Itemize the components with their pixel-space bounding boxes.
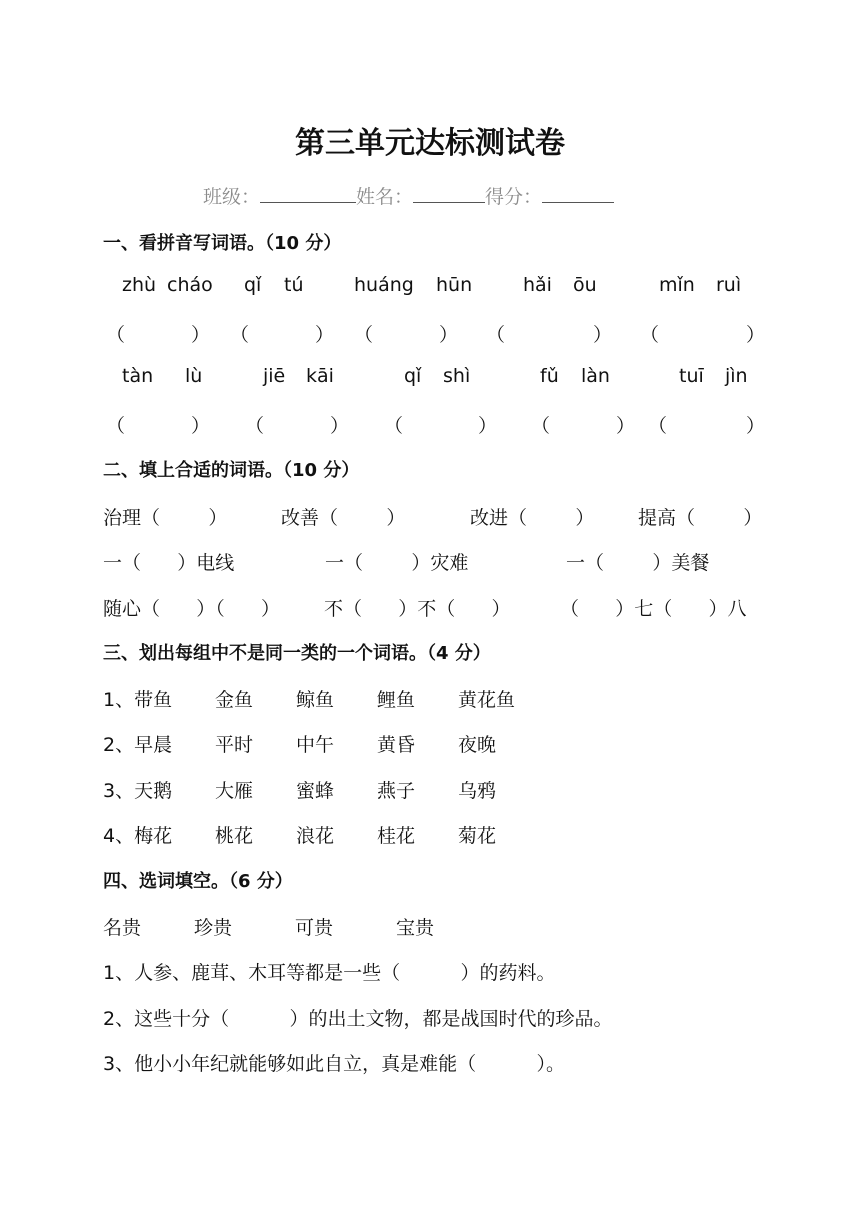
open-paren: （	[245, 415, 265, 437]
word[interactable]: 3、天鹅	[103, 780, 173, 802]
word[interactable]: 大雁	[215, 780, 254, 802]
word[interactable]: 鲤鱼	[377, 689, 416, 711]
close-paren: ）	[191, 415, 211, 437]
pinyin: mǐn	[659, 274, 695, 296]
question-3: 3、他小小年纪就能够如此自立，真是难能（ ）。	[103, 1053, 565, 1075]
option-word: 宝贵	[396, 917, 435, 939]
word[interactable]: 菊花	[458, 825, 497, 847]
pinyin: ōu	[573, 274, 597, 296]
open-paren: （	[230, 324, 250, 346]
score-label: 得分：	[485, 186, 543, 208]
fill-item: 一（ ）电线	[103, 552, 235, 574]
option-word: 可贵	[295, 917, 334, 939]
option-word: 名贵	[103, 917, 142, 939]
open-paren: （	[648, 415, 668, 437]
pinyin: cháo	[167, 274, 213, 296]
pinyin: hǎi	[523, 274, 552, 296]
pinyin: làn	[581, 365, 610, 387]
fill-item: 提高（ ）	[638, 507, 763, 529]
open-paren: （	[531, 415, 551, 437]
pinyin: lù	[185, 365, 203, 387]
fill-item: 治理（ ）	[103, 507, 228, 529]
section-3-heading: 三、划出每组中不是同一类的一个词语。（4 分）	[103, 643, 491, 664]
close-paren: ）	[746, 324, 766, 346]
word[interactable]: 桂花	[377, 825, 416, 847]
pinyin: huáng	[354, 274, 414, 296]
word[interactable]: 蜜蜂	[296, 780, 335, 802]
fill-item: 随心（ ）（ ）	[103, 598, 280, 620]
pinyin: tuī	[679, 365, 704, 387]
pinyin: shì	[443, 365, 471, 387]
close-paren: ）	[746, 415, 766, 437]
name-blank[interactable]	[413, 182, 485, 203]
fill-item: 一（ ）灾难	[325, 552, 469, 574]
pinyin: qǐ	[244, 274, 262, 296]
word[interactable]: 中午	[296, 734, 335, 756]
word[interactable]: 4、梅花	[103, 825, 173, 847]
close-paren: ）	[616, 415, 636, 437]
word[interactable]: 桃花	[215, 825, 254, 847]
pinyin: ruì	[716, 274, 742, 296]
class-label: 班级：	[203, 186, 261, 208]
fill-item: 不（ ）不（ ）	[324, 598, 511, 620]
open-paren: （	[486, 324, 506, 346]
score-blank[interactable]	[542, 182, 614, 203]
close-paren: ）	[593, 324, 613, 346]
pinyin: hūn	[436, 274, 473, 296]
open-paren: （	[384, 415, 404, 437]
word[interactable]: 黄花鱼	[458, 689, 516, 711]
word[interactable]: 黄昏	[377, 734, 416, 756]
word[interactable]: 乌鸦	[458, 780, 497, 802]
option-word: 珍贵	[194, 917, 233, 939]
close-paren: ）	[330, 415, 350, 437]
word[interactable]: 燕子	[377, 780, 416, 802]
close-paren: ）	[191, 324, 211, 346]
word[interactable]: 平时	[215, 734, 254, 756]
word[interactable]: 鲸鱼	[296, 689, 335, 711]
pinyin: tú	[284, 274, 304, 296]
fill-item: 改进（ ）	[470, 507, 595, 529]
name-label: 姓名：	[356, 186, 414, 208]
word[interactable]: 夜晚	[458, 734, 497, 756]
open-paren: （	[354, 324, 374, 346]
pinyin: jìn	[725, 365, 748, 387]
open-paren: （	[106, 324, 126, 346]
close-paren: ）	[439, 324, 459, 346]
question-2: 2、这些十分（ ）的出土文物，都是战国时代的珍品。	[103, 1008, 613, 1030]
pinyin: jiē	[263, 365, 286, 387]
close-paren: ）	[315, 324, 335, 346]
pinyin: qǐ	[404, 365, 422, 387]
section-4-heading: 四、选词填空。（6 分）	[103, 871, 293, 892]
fill-item: 改善（ ）	[281, 507, 406, 529]
student-info-line	[203, 182, 614, 209]
fill-item: （ ）七（ ）八	[560, 598, 747, 620]
fill-item: 一（ ）美餐	[566, 552, 710, 574]
word[interactable]: 金鱼	[215, 689, 254, 711]
pinyin: fǔ	[540, 365, 559, 387]
open-paren: （	[640, 324, 660, 346]
word[interactable]: 1、带鱼	[103, 689, 173, 711]
section-2-heading: 二、填上合适的词语。（10 分）	[103, 460, 360, 481]
pinyin: zhù	[122, 274, 157, 296]
pinyin: kāi	[306, 365, 334, 387]
close-paren: ）	[478, 415, 498, 437]
class-blank[interactable]	[260, 182, 356, 203]
section-1-heading: 一、看拼音写词语。（10 分）	[103, 233, 342, 254]
word[interactable]: 浪花	[296, 825, 335, 847]
question-1: 1、人参、鹿茸、木耳等都是一些（ ）的药料。	[103, 962, 556, 984]
open-paren: （	[106, 415, 126, 437]
page-title: 第三单元达标测试卷	[295, 126, 565, 161]
pinyin: tàn	[122, 365, 154, 387]
word[interactable]: 2、早晨	[103, 734, 173, 756]
